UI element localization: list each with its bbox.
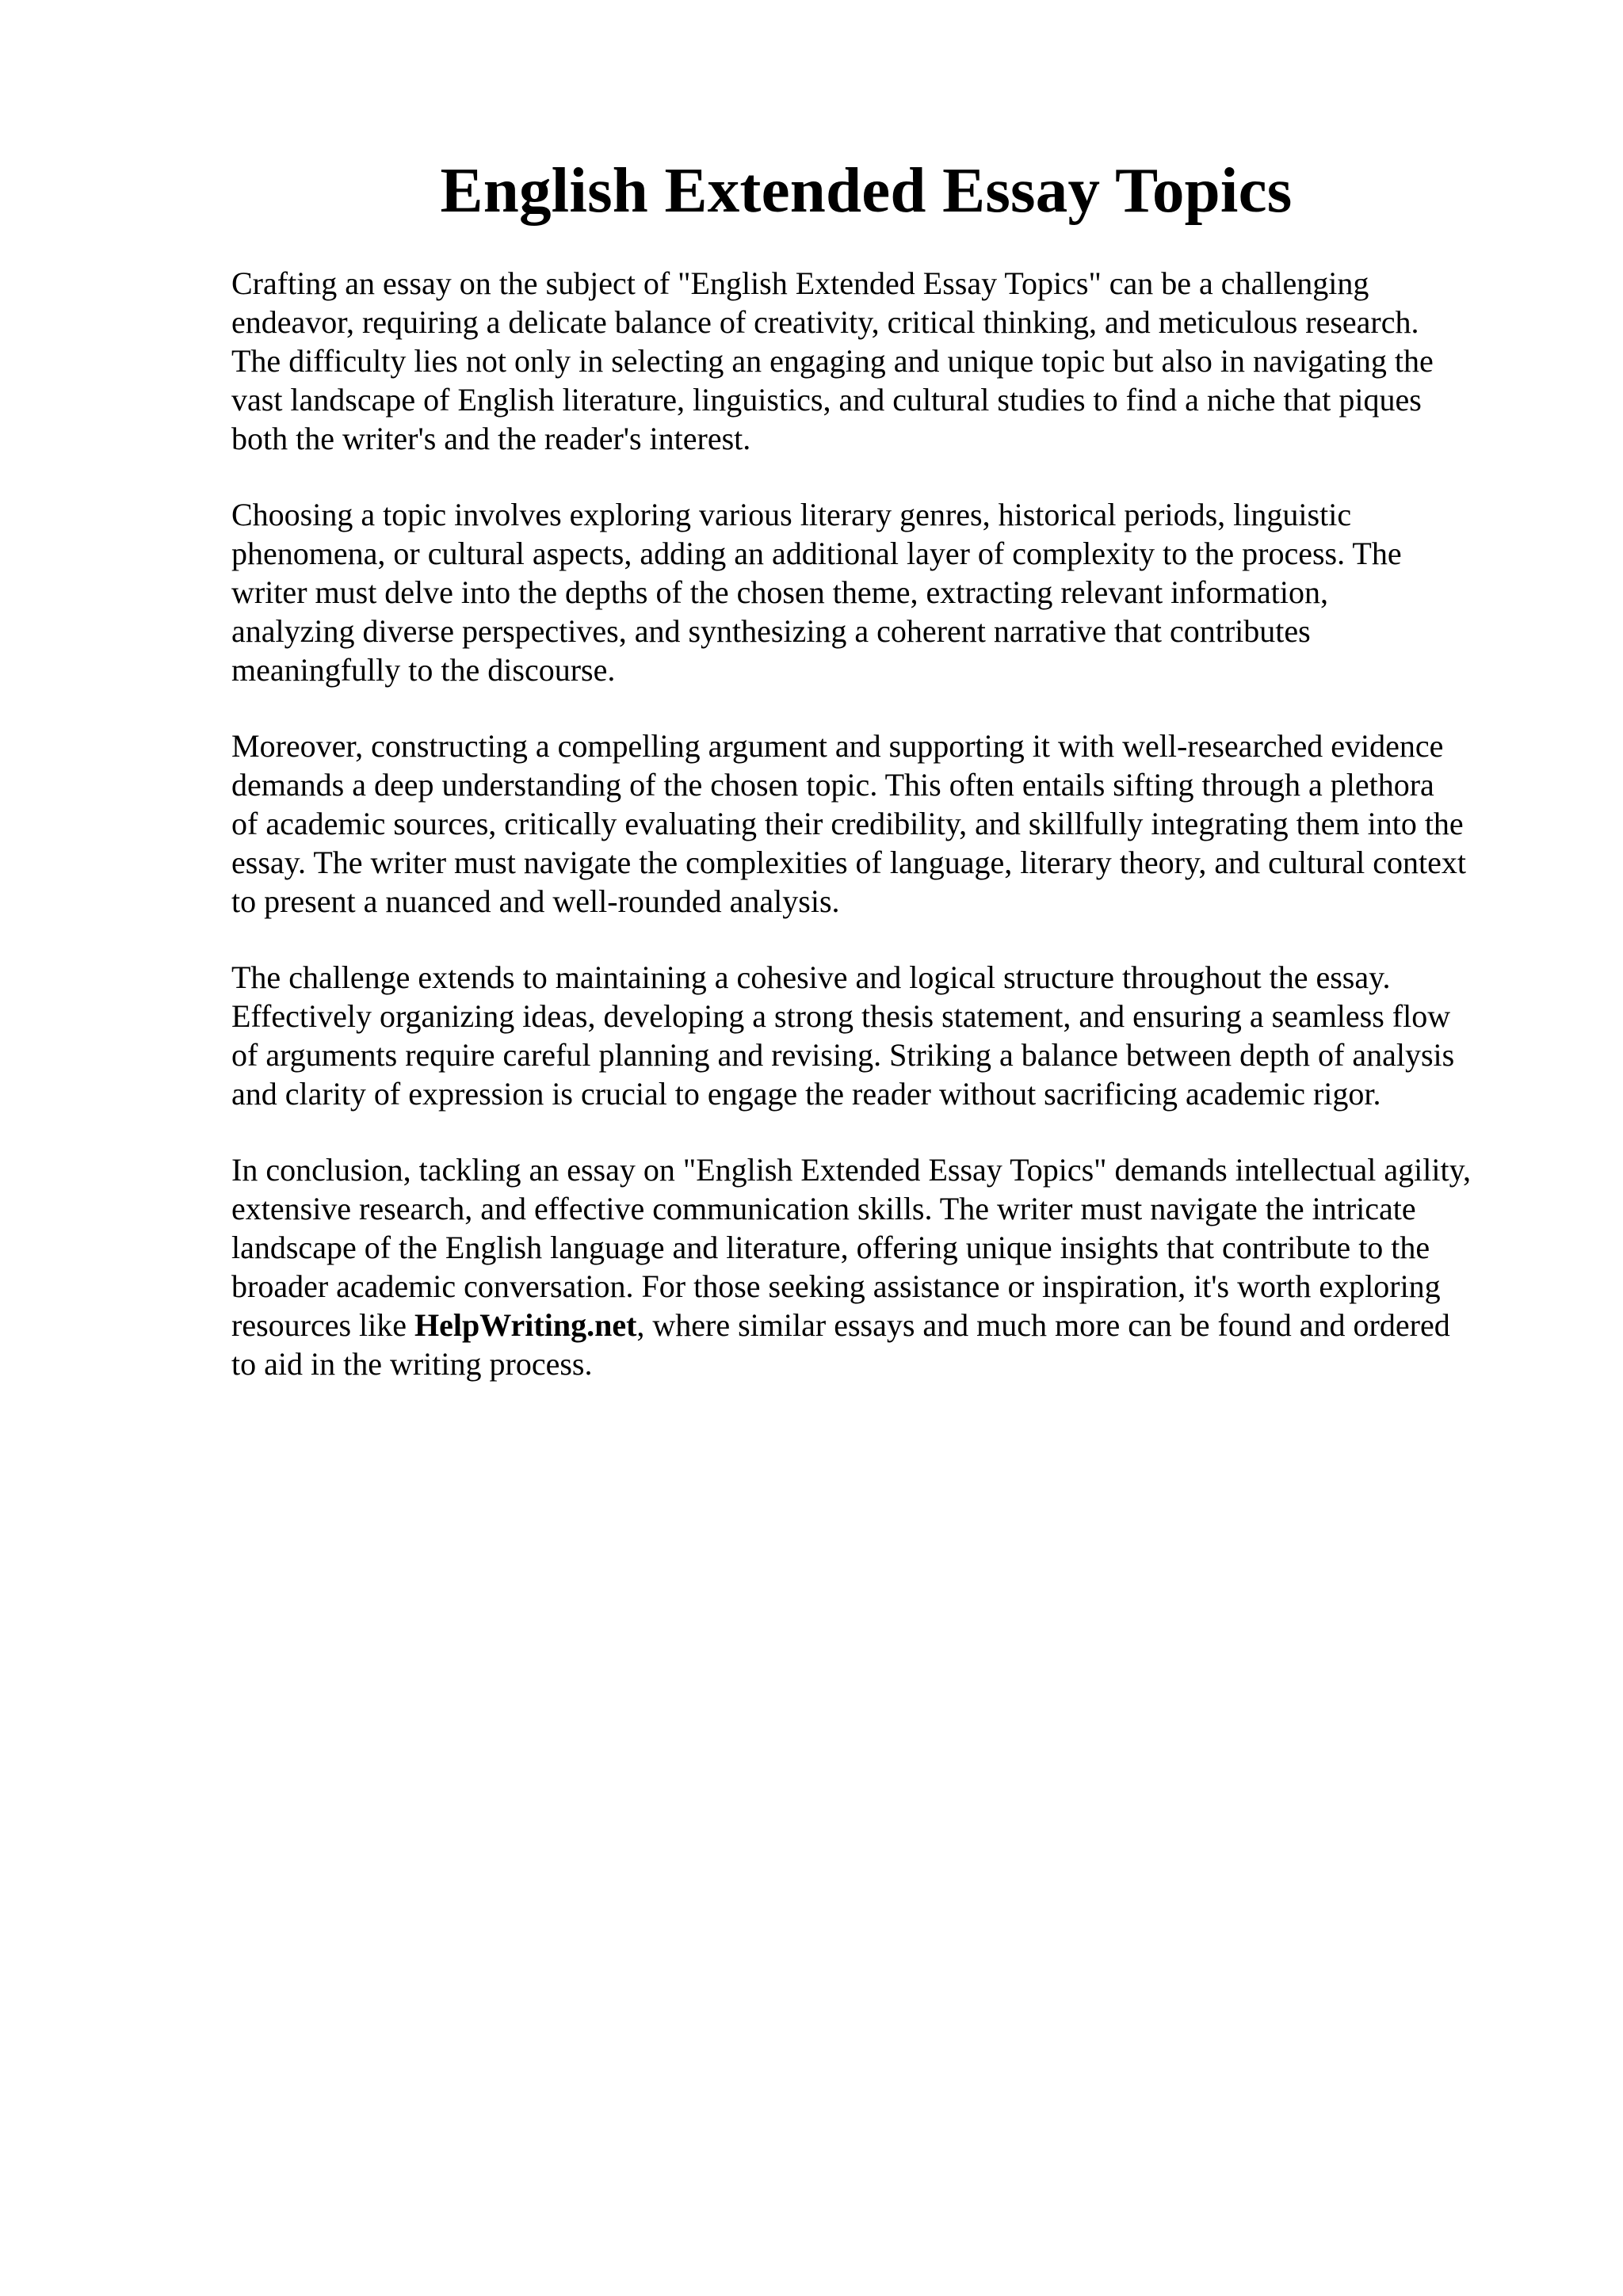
helpwriting-link[interactable]: HelpWriting.net	[414, 1307, 637, 1343]
paragraph-line: broader academic conversation. For those seeking assistance or inspiration, it's worth exploring	[231, 1268, 1441, 1304]
paragraph-line: essay. The writer must navigate the complexities of language, literary theory, and cultural context	[231, 845, 1466, 880]
paragraph-intro	[231, 264, 1539, 458]
paragraph-argument	[231, 727, 1539, 921]
resources-text-after: , where similar essays and much more can be found and ordered	[636, 1307, 1450, 1343]
paragraph-line: Crafting an essay on the subject of "English Extended Essay Topics" can be a challenging	[231, 265, 1369, 301]
paragraph-line: Moreover, constructing a compelling argument and supporting it with well-researched evidence	[231, 728, 1444, 764]
paragraph-line: analyzing diverse perspectives, and synthesizing a coherent narrative that contributes	[231, 613, 1311, 649]
essay-body	[231, 264, 1539, 1421]
paragraph-line-with-link	[231, 1306, 1539, 1344]
paragraph-line: to present a nuanced and well-rounded analysis.	[231, 883, 840, 919]
paragraph-line: and clarity of expression is crucial to engage the reader without sacrificing academic rigor.	[231, 1076, 1381, 1112]
resources-text: resources like	[231, 1307, 415, 1343]
paragraph-structure	[231, 958, 1539, 1113]
paragraph-line: phenomena, or cultural aspects, adding an additional layer of complexity to the process. The	[231, 536, 1402, 571]
paragraph-line: both the writer's and the reader's interest.	[231, 421, 751, 456]
paragraph-line: The challenge extends to maintaining a cohesive and logical structure throughout the essay.	[231, 959, 1391, 995]
paragraph-line: demands a deep understanding of the chosen topic. This often entails sifting through a plethora	[231, 767, 1434, 803]
paragraph-line: meaningfully to the discourse.	[231, 652, 616, 688]
paragraph-line: Effectively organizing ideas, developing a strong thesis statement, and ensuring a seamless flow	[231, 998, 1451, 1034]
paragraph-line: In conclusion, tackling an essay on "English Extended Essay Topics" demands intellectual agility,	[231, 1152, 1471, 1188]
paragraph-line: of academic sources, critically evaluating their credibility, and skillfully integrating them into the	[231, 806, 1464, 841]
paragraph-conclusion	[231, 1150, 1539, 1383]
paragraph-choosing-topic	[231, 495, 1539, 689]
paragraph-line: Choosing a topic involves exploring various literary genres, historical periods, linguistic	[231, 497, 1352, 532]
paragraph-line: The difficulty lies not only in selecting an engaging and unique topic but also in navigating the	[231, 343, 1434, 379]
paragraph-line: extensive research, and effective communication skills. The writer must navigate the intricate	[231, 1191, 1416, 1226]
paragraph-line: of arguments require careful planning and revising. Striking a balance between depth of analysis	[231, 1037, 1455, 1073]
paragraph-line: vast landscape of English literature, linguistics, and cultural studies to find a niche that piques	[231, 382, 1422, 418]
paragraph-line: writer must delve into the depths of the chosen theme, extracting relevant information,	[231, 574, 1329, 610]
page-title: English Extended Essay Topics	[440, 154, 1293, 226]
paragraph-line: endeavor, requiring a delicate balance of creativity, critical thinking, and meticulous research.	[231, 304, 1419, 340]
paragraph-line: landscape of the English language and literature, offering unique insights that contribute to the	[231, 1230, 1430, 1265]
paragraph-line: to aid in the writing process.	[231, 1346, 593, 1382]
